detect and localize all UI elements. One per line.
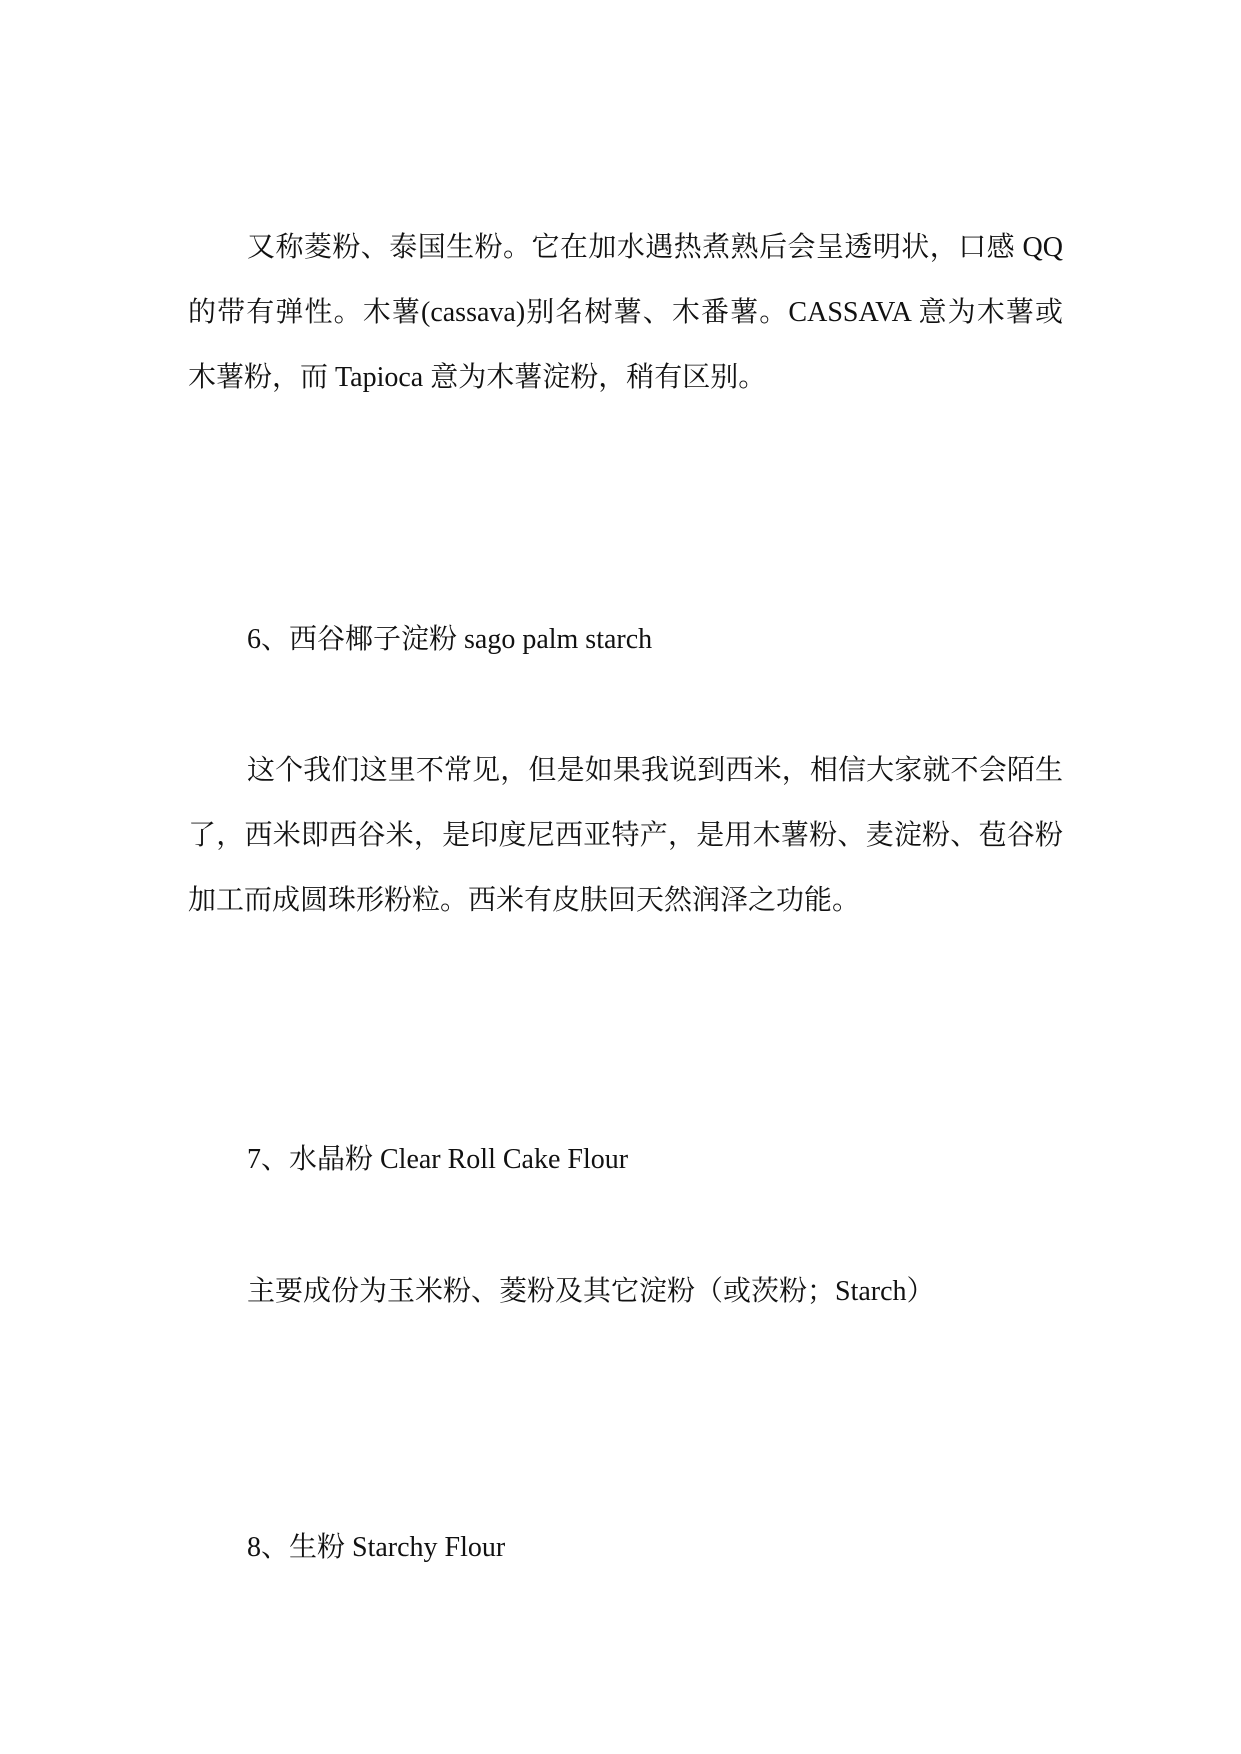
heading-clear-roll-cake-flour: 7、水晶粉 Clear Roll Cake Flour <box>247 1144 629 1175</box>
paragraph-clear-roll-cake-flour: 主要成份为玉米粉、菱粉及其它淀粉（或茨粉；Starch） <box>247 1276 935 1307</box>
paragraph-sago: 这个我们这里不常见，但是如果我说到西米，相信大家就不会陌生了，西米即西谷米，是印度尼西亚特产，是用木薯粉、麦淀粉、苞谷粉加工而成圆珠形粉粒。西米有皮肤回天然润泽之功能。 <box>188 755 1063 916</box>
paragraph-tapioca: 又称菱粉、泰国生粉。它在加水遇热煮熟后会呈透明状，口感 QQ 的带有弹性。木薯(cassava)别名树薯、木番薯。CASSAVA 意为木薯或木薯粉，而 Tapioca 意为木薯淀粉，稍有区别。 <box>188 232 1063 393</box>
heading-sago-palm-starch: 6、西谷椰子淀粉 sago palm starch <box>247 624 653 655</box>
heading-starchy-flour: 8、生粉 Starchy Flour <box>247 1532 506 1563</box>
